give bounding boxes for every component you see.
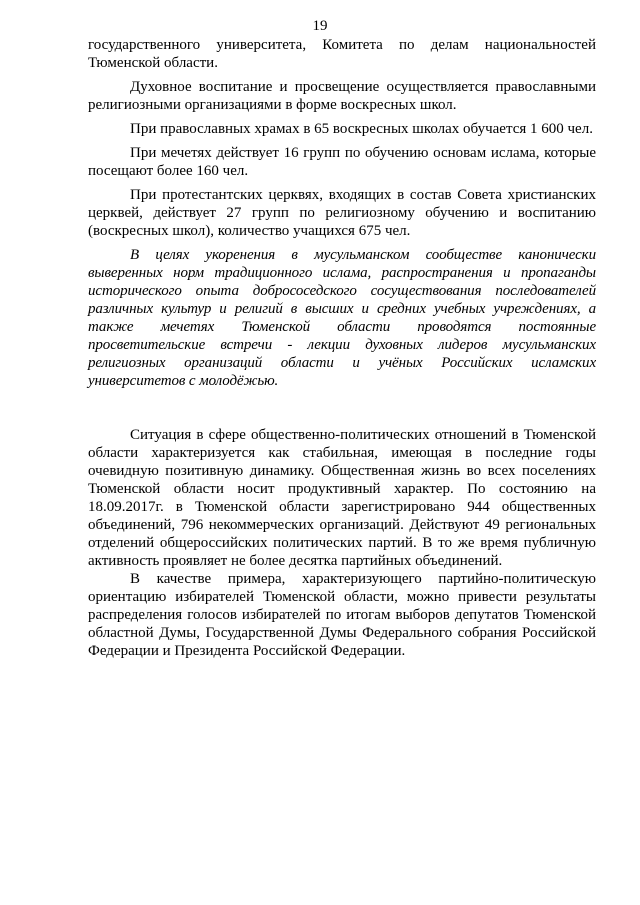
- paragraph-mosque-groups: При мечетях действует 16 групп по обучению основам ислама, которые посещают более 160 чел.: [88, 145, 596, 179]
- paragraph-university-continuation: государственного университета, Комитета по делам национальностей Тюменской области.: [88, 37, 596, 71]
- paragraph-political-situation: Ситуация в сфере общественно-политических отношений в Тюменской области характеризуется как стабильная, имеющая в последние годы очевидную позитивную динамику. Общественная жизнь во всех поселениях Тюменской области носит продуктивный характер. По состоянию на 18.09.2017г. в Тюменской области зарегистрировано 944 общественных объединений, 796 некоммерческих организаций. Действуют 49 региональных отделений общероссийских политических партий. В то же время публичную активность проявляет не более десятка партийных объединений.: [88, 427, 596, 569]
- page-number: 19: [312, 18, 328, 34]
- document-body: [88, 36, 596, 660]
- paragraph-islamic-outreach: В целях укоренения в мусульманском сообществе канонически выверенных норм традиционного ислама, распространения и пропаганды исторического опыта добрососедского сосуществования последователей различных культур и религий в высших и средних учебных учреждениях, а также мечетях Тюменской области проводятся постоянные просветительские встречи - лекции духовных лидеров мусульманских религиозных организаций области и учёных Российских исламских университетов с молодёжью.: [88, 247, 596, 389]
- paragraph-orthodox-schools: При православных храмах в 65 воскресных школах обучается 1 600 чел.: [130, 121, 593, 137]
- paragraph-protestant-churches: При протестантских церквях, входящих в состав Совета христианских церквей, действует 27 групп по религиозному обучению и воспитанию (воскресных школ), количество учащихся 675 чел.: [88, 187, 596, 239]
- paragraph-election-results: В качестве примера, характеризующего партийно-политическую ориентацию избирателей Тюменской области, можно привести результаты распределения голосов избирателей по итогам выборов депутатов Тюменской областной Думы, Государственной Думы Федерального собрания Российской Федерации и Президента Российской Федерации.: [88, 571, 596, 659]
- paragraph-spiritual-education: Духовное воспитание и просвещение осуществляется православными религиозными организациями в форме воскресных школ.: [88, 79, 596, 113]
